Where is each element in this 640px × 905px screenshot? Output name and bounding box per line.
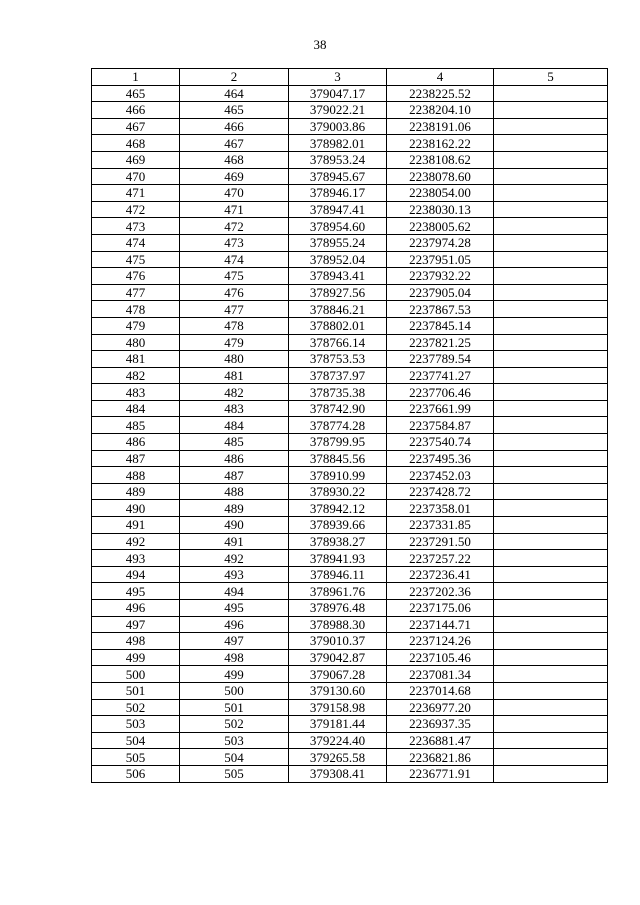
table-cell: 2238078.60 xyxy=(387,168,494,185)
table-row xyxy=(92,334,608,351)
table-cell xyxy=(494,384,608,401)
column-header: 4 xyxy=(387,69,494,86)
column-header: 3 xyxy=(289,69,387,86)
table-cell: 470 xyxy=(180,185,289,202)
table-cell xyxy=(494,151,608,168)
table-cell: 378735.38 xyxy=(289,384,387,401)
table-cell: 484 xyxy=(92,400,180,417)
table-cell: 378846.21 xyxy=(289,301,387,318)
table-row xyxy=(92,135,608,152)
table-cell: 2236937.35 xyxy=(387,716,494,733)
table-row xyxy=(92,85,608,102)
table-cell: 378930.22 xyxy=(289,483,387,500)
table-cell xyxy=(494,185,608,202)
table-row xyxy=(92,201,608,218)
table-cell xyxy=(494,450,608,467)
table-cell xyxy=(494,533,608,550)
table-cell: 465 xyxy=(92,85,180,102)
table-cell: 2237661.99 xyxy=(387,400,494,417)
table-cell: 502 xyxy=(92,699,180,716)
table-row xyxy=(92,666,608,683)
table-cell: 483 xyxy=(92,384,180,401)
table-cell xyxy=(494,201,608,218)
table-cell: 483 xyxy=(180,400,289,417)
table-cell: 378955.24 xyxy=(289,234,387,251)
table-row xyxy=(92,517,608,534)
table-cell xyxy=(494,500,608,517)
table-cell: 464 xyxy=(180,85,289,102)
table-cell xyxy=(494,168,608,185)
table-cell xyxy=(494,334,608,351)
table-cell: 473 xyxy=(92,218,180,235)
table-cell: 378943.41 xyxy=(289,268,387,285)
table-cell: 496 xyxy=(180,616,289,633)
table-row xyxy=(92,732,608,749)
table-cell xyxy=(494,765,608,782)
table-row xyxy=(92,450,608,467)
table-cell: 2236977.20 xyxy=(387,699,494,716)
table-cell: 489 xyxy=(180,500,289,517)
table-cell: 466 xyxy=(180,118,289,135)
table-cell: 477 xyxy=(180,301,289,318)
table-cell xyxy=(494,351,608,368)
table-cell: 378938.27 xyxy=(289,533,387,550)
table-cell: 379158.98 xyxy=(289,699,387,716)
table-cell: 2237144.71 xyxy=(387,616,494,633)
table-cell: 478 xyxy=(92,301,180,318)
table-cell: 494 xyxy=(92,566,180,583)
table-row xyxy=(92,600,608,617)
table-cell: 378946.11 xyxy=(289,566,387,583)
table-cell xyxy=(494,682,608,699)
table-row xyxy=(92,317,608,334)
table-row xyxy=(92,251,608,268)
table-cell xyxy=(494,251,608,268)
table-cell: 467 xyxy=(180,135,289,152)
table-cell xyxy=(494,118,608,135)
table-cell: 378942.12 xyxy=(289,500,387,517)
table-cell: 502 xyxy=(180,716,289,733)
table-cell xyxy=(494,284,608,301)
table-cell: 488 xyxy=(180,483,289,500)
table-cell: 490 xyxy=(180,517,289,534)
table-row xyxy=(92,566,608,583)
table-cell: 2236771.91 xyxy=(387,765,494,782)
table-cell xyxy=(494,566,608,583)
table-row xyxy=(92,765,608,782)
column-header: 1 xyxy=(92,69,180,86)
table-cell: 486 xyxy=(92,434,180,451)
table-cell: 493 xyxy=(180,566,289,583)
table-cell xyxy=(494,616,608,633)
table-cell: 481 xyxy=(92,351,180,368)
table-row xyxy=(92,483,608,500)
table-cell: 379308.41 xyxy=(289,765,387,782)
table-cell xyxy=(494,85,608,102)
table-cell: 465 xyxy=(180,102,289,119)
table-cell: 471 xyxy=(92,185,180,202)
table-cell xyxy=(494,483,608,500)
table-cell: 378941.93 xyxy=(289,550,387,567)
table-cell: 486 xyxy=(180,450,289,467)
table-cell: 479 xyxy=(180,334,289,351)
table-cell: 378910.99 xyxy=(289,467,387,484)
table-cell xyxy=(494,467,608,484)
table-cell: 503 xyxy=(92,716,180,733)
table-cell: 482 xyxy=(92,367,180,384)
table-row xyxy=(92,417,608,434)
table-cell: 378961.76 xyxy=(289,583,387,600)
table-cell: 498 xyxy=(180,649,289,666)
table-cell: 2237331.85 xyxy=(387,517,494,534)
table-cell: 379022.21 xyxy=(289,102,387,119)
table-cell: 2237951.05 xyxy=(387,251,494,268)
table-cell: 2237105.46 xyxy=(387,649,494,666)
table-cell: 2238225.52 xyxy=(387,85,494,102)
table-cell: 500 xyxy=(92,666,180,683)
table-row xyxy=(92,351,608,368)
table-cell: 493 xyxy=(92,550,180,567)
table-cell: 379010.37 xyxy=(289,633,387,650)
table-cell: 499 xyxy=(92,649,180,666)
table-cell xyxy=(494,317,608,334)
table-cell: 476 xyxy=(180,284,289,301)
table-cell: 379003.86 xyxy=(289,118,387,135)
table-cell: 378766.14 xyxy=(289,334,387,351)
table-row xyxy=(92,550,608,567)
table-cell: 2237124.26 xyxy=(387,633,494,650)
table-row xyxy=(92,367,608,384)
table-cell: 378799.95 xyxy=(289,434,387,451)
table-row xyxy=(92,301,608,318)
table-cell: 491 xyxy=(180,533,289,550)
table-cell: 2237495.36 xyxy=(387,450,494,467)
table-cell: 2237081.34 xyxy=(387,666,494,683)
table-cell: 470 xyxy=(92,168,180,185)
table-cell: 485 xyxy=(92,417,180,434)
table-cell: 472 xyxy=(92,201,180,218)
table-cell: 488 xyxy=(92,467,180,484)
table-cell: 504 xyxy=(92,732,180,749)
table-cell xyxy=(494,434,608,451)
table-cell: 467 xyxy=(92,118,180,135)
table-row xyxy=(92,400,608,417)
table-cell: 378742.90 xyxy=(289,400,387,417)
table-cell: 489 xyxy=(92,483,180,500)
table-cell: 2237452.03 xyxy=(387,467,494,484)
table-cell: 2237202.36 xyxy=(387,583,494,600)
table-cell: 379042.87 xyxy=(289,649,387,666)
table-cell: 503 xyxy=(180,732,289,749)
table-cell: 2236881.47 xyxy=(387,732,494,749)
table-row xyxy=(92,185,608,202)
column-header: 2 xyxy=(180,69,289,86)
table-cell: 476 xyxy=(92,268,180,285)
table-cell xyxy=(494,367,608,384)
header-row xyxy=(92,69,608,86)
table-cell: 472 xyxy=(180,218,289,235)
table-cell: 378939.66 xyxy=(289,517,387,534)
table-row xyxy=(92,500,608,517)
table-cell xyxy=(494,550,608,567)
table-cell xyxy=(494,732,608,749)
table-row xyxy=(92,699,608,716)
table-cell: 378927.56 xyxy=(289,284,387,301)
table-row xyxy=(92,168,608,185)
table-cell: 2238204.10 xyxy=(387,102,494,119)
table-cell: 2237905.04 xyxy=(387,284,494,301)
table-cell: 378982.01 xyxy=(289,135,387,152)
table-cell xyxy=(494,102,608,119)
table-cell: 499 xyxy=(180,666,289,683)
table-row xyxy=(92,716,608,733)
table-cell: 484 xyxy=(180,417,289,434)
table-cell: 378737.97 xyxy=(289,367,387,384)
table-cell: 378953.24 xyxy=(289,151,387,168)
table-cell: 482 xyxy=(180,384,289,401)
table-cell: 487 xyxy=(180,467,289,484)
table-cell xyxy=(494,633,608,650)
table-cell: 492 xyxy=(180,550,289,567)
table-cell: 487 xyxy=(92,450,180,467)
table-cell xyxy=(494,749,608,766)
table-header xyxy=(92,69,608,86)
table-cell xyxy=(494,417,608,434)
table-cell: 378976.48 xyxy=(289,600,387,617)
table-cell: 497 xyxy=(180,633,289,650)
table-cell: 469 xyxy=(92,151,180,168)
table-row xyxy=(92,583,608,600)
page-number: 38 xyxy=(313,37,327,52)
table-row xyxy=(92,151,608,168)
table-cell xyxy=(494,699,608,716)
table-cell: 378945.67 xyxy=(289,168,387,185)
table-cell: 2238030.13 xyxy=(387,201,494,218)
table-cell xyxy=(494,583,608,600)
table-cell: 378952.04 xyxy=(289,251,387,268)
table-row xyxy=(92,467,608,484)
table-cell: 2237291.50 xyxy=(387,533,494,550)
table-cell xyxy=(494,649,608,666)
table-row xyxy=(92,649,608,666)
table-cell: 2238005.62 xyxy=(387,218,494,235)
table-cell: 2237821.25 xyxy=(387,334,494,351)
table-row xyxy=(92,234,608,251)
table-cell: 506 xyxy=(92,765,180,782)
table-cell: 491 xyxy=(92,517,180,534)
table-cell: 2238108.62 xyxy=(387,151,494,168)
table-row xyxy=(92,118,608,135)
table-cell: 505 xyxy=(180,765,289,782)
table-cell: 501 xyxy=(92,682,180,699)
table-cell xyxy=(494,517,608,534)
table-cell: 379067.28 xyxy=(289,666,387,683)
table-cell xyxy=(494,716,608,733)
table-cell: 494 xyxy=(180,583,289,600)
coordinates-table xyxy=(91,68,608,783)
column-header: 5 xyxy=(494,69,608,86)
table-cell: 475 xyxy=(92,251,180,268)
table-cell: 379265.58 xyxy=(289,749,387,766)
table-body xyxy=(92,85,608,782)
table-cell: 378802.01 xyxy=(289,317,387,334)
table-row xyxy=(92,633,608,650)
table-cell: 2238162.22 xyxy=(387,135,494,152)
table-cell: 477 xyxy=(92,284,180,301)
table-row xyxy=(92,616,608,633)
table-row xyxy=(92,749,608,766)
table-cell: 2236821.86 xyxy=(387,749,494,766)
table-cell: 2237789.54 xyxy=(387,351,494,368)
table-cell: 2237867.53 xyxy=(387,301,494,318)
table-cell: 2237540.74 xyxy=(387,434,494,451)
table-cell: 378845.56 xyxy=(289,450,387,467)
table-cell: 468 xyxy=(92,135,180,152)
table-cell: 495 xyxy=(92,583,180,600)
table-cell xyxy=(494,301,608,318)
table-cell xyxy=(494,135,608,152)
table-cell: 496 xyxy=(92,600,180,617)
table-cell: 478 xyxy=(180,317,289,334)
table-cell: 378946.17 xyxy=(289,185,387,202)
table-cell: 2237974.28 xyxy=(387,234,494,251)
table-cell: 378947.41 xyxy=(289,201,387,218)
table-cell: 379130.60 xyxy=(289,682,387,699)
table-cell: 2237706.46 xyxy=(387,384,494,401)
table-row xyxy=(92,218,608,235)
table-cell: 490 xyxy=(92,500,180,517)
table-cell: 2237741.27 xyxy=(387,367,494,384)
table-cell: 379047.17 xyxy=(289,85,387,102)
table-cell: 501 xyxy=(180,699,289,716)
table-cell xyxy=(494,400,608,417)
table-cell: 2237584.87 xyxy=(387,417,494,434)
table-cell: 495 xyxy=(180,600,289,617)
table-cell: 505 xyxy=(92,749,180,766)
table-cell: 2238191.06 xyxy=(387,118,494,135)
table-cell: 2237257.22 xyxy=(387,550,494,567)
table-cell: 498 xyxy=(92,633,180,650)
table-cell xyxy=(494,666,608,683)
table-row xyxy=(92,434,608,451)
table-cell: 497 xyxy=(92,616,180,633)
table-cell: 504 xyxy=(180,749,289,766)
table-cell: 480 xyxy=(92,334,180,351)
table-row xyxy=(92,384,608,401)
table-cell: 2237932.22 xyxy=(387,268,494,285)
table-cell xyxy=(494,234,608,251)
table-row xyxy=(92,284,608,301)
table-cell: 471 xyxy=(180,201,289,218)
table-cell: 468 xyxy=(180,151,289,168)
table-cell: 2237014.68 xyxy=(387,682,494,699)
table-cell: 481 xyxy=(180,367,289,384)
table-row xyxy=(92,682,608,699)
table-cell: 475 xyxy=(180,268,289,285)
table-row xyxy=(92,102,608,119)
table-cell: 500 xyxy=(180,682,289,699)
table-cell: 2237358.01 xyxy=(387,500,494,517)
table-cell: 2237845.14 xyxy=(387,317,494,334)
table-cell: 379224.40 xyxy=(289,732,387,749)
table-cell: 474 xyxy=(180,251,289,268)
table-cell: 473 xyxy=(180,234,289,251)
table-cell: 378954.60 xyxy=(289,218,387,235)
table-cell: 378774.28 xyxy=(289,417,387,434)
table-cell: 2237236.41 xyxy=(387,566,494,583)
table-cell: 474 xyxy=(92,234,180,251)
table-cell: 2237175.06 xyxy=(387,600,494,617)
table-cell: 2237428.72 xyxy=(387,483,494,500)
table-cell: 480 xyxy=(180,351,289,368)
table-row xyxy=(92,533,608,550)
table-row xyxy=(92,268,608,285)
table-cell xyxy=(494,268,608,285)
table-cell: 466 xyxy=(92,102,180,119)
table-cell xyxy=(494,600,608,617)
table-cell: 469 xyxy=(180,168,289,185)
table-cell: 485 xyxy=(180,434,289,451)
table-cell xyxy=(494,218,608,235)
table-cell: 379181.44 xyxy=(289,716,387,733)
table-cell: 378753.53 xyxy=(289,351,387,368)
table-cell: 2238054.00 xyxy=(387,185,494,202)
table-cell: 492 xyxy=(92,533,180,550)
table-cell: 479 xyxy=(92,317,180,334)
table-cell: 378988.30 xyxy=(289,616,387,633)
